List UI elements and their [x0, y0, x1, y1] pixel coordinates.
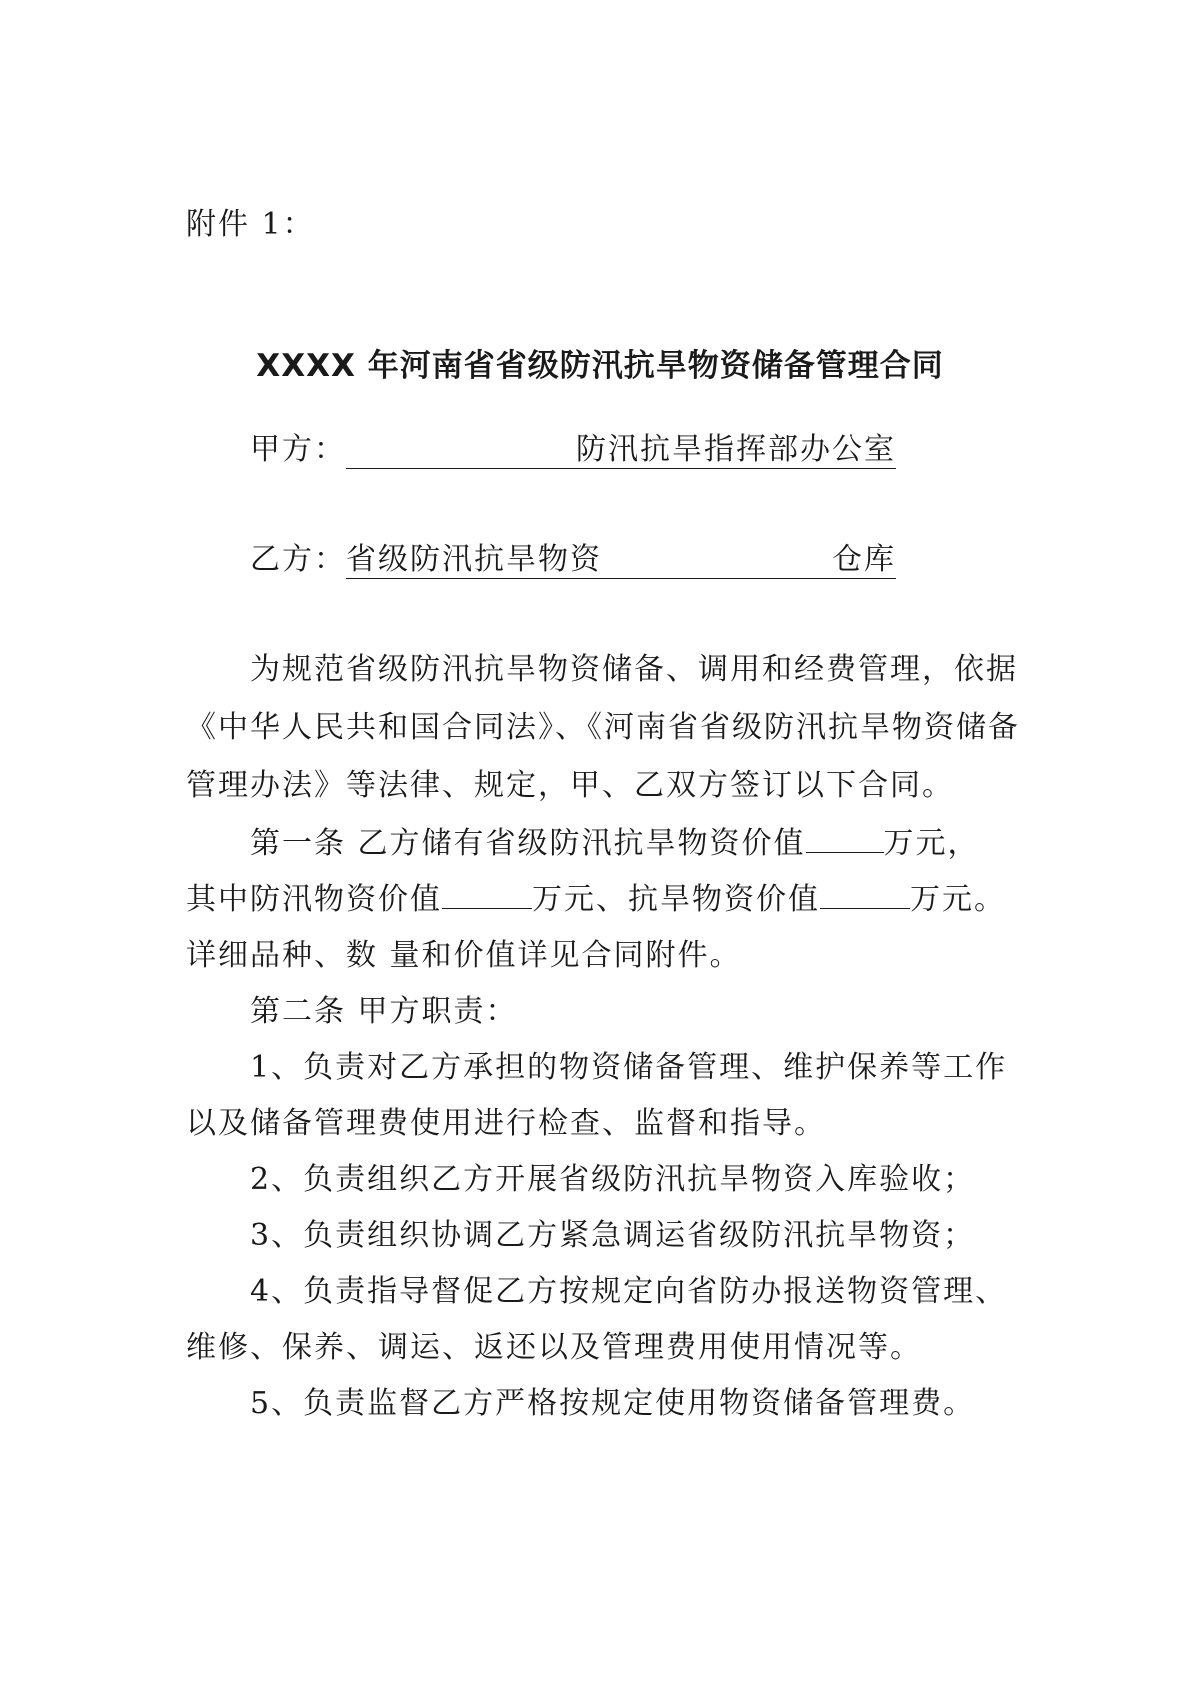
article-1-text-a: 第一条 乙方储有省级防汛抗旱物资价值 — [250, 826, 806, 861]
article-1-text-d: 万元、抗旱物资价值 — [532, 882, 820, 917]
item-1-line-2: 以及储备管理费使用进行检查、监督和指导。 — [186, 1106, 826, 1141]
item-1-line-1: 1、负责对乙方承担的物资储备管理、维护保养等工作 — [250, 1050, 1008, 1085]
party-b-value-right: 仓库 — [832, 542, 896, 577]
intro-line-3: 管理办法》等法律、规定，甲、乙双方签订以下合同。 — [186, 768, 954, 803]
party-a-label: 甲方： — [250, 432, 346, 467]
party-b-field[interactable] — [346, 542, 896, 579]
item-5: 5、负责监督乙方严格按规定使用物资储备管理费。 — [250, 1386, 976, 1421]
total-value-blank[interactable] — [806, 828, 884, 853]
article-1-line-1 — [186, 824, 1026, 864]
intro-line-1: 为规范省级防汛抗旱物资储备、调用和经费管理，依据 — [250, 652, 1018, 687]
party-a-value: 防汛抗旱指挥部办公室 — [576, 432, 896, 467]
intro-line-2: 《中华人民共和国合同法》、《河南省省级防汛抗旱物资储备 — [186, 710, 1020, 745]
party-b-value-left: 省级防汛抗旱物资 — [346, 542, 602, 577]
document-title: XXXX 年河南省省级防汛抗旱物资储备管理合同 — [256, 348, 944, 384]
attachment-label: 附件 1： — [186, 207, 315, 242]
party-b-label: 乙方： — [250, 542, 346, 577]
article-1-line-2 — [186, 880, 1026, 920]
article-2-heading: 第二条 甲方职责： — [250, 994, 518, 1029]
flood-value-blank[interactable] — [442, 884, 532, 909]
article-1-text-e: 万元。 — [910, 882, 1006, 917]
article-1-text-c: 其中防汛物资价值 — [186, 882, 442, 917]
item-3: 3、负责组织协调乙方紧急调运省级防汛抗旱物资； — [250, 1218, 976, 1253]
party-b-row — [250, 540, 896, 580]
article-1-line-3: 详细品种、数 量和价值详见合同附件。 — [186, 938, 742, 973]
party-a-field[interactable] — [346, 432, 896, 469]
drought-value-blank[interactable] — [820, 884, 910, 909]
item-4-line-2: 维修、保养、调运、返还以及管理费用使用情况等。 — [186, 1330, 922, 1365]
party-a-row — [250, 430, 896, 470]
item-4-line-1: 4、负责指导督促乙方按规定向省防办报送物资管理、 — [250, 1274, 1008, 1309]
article-1-text-b: 万元， — [883, 826, 980, 861]
item-2: 2、负责组织乙方开展省级防汛抗旱物资入库验收； — [250, 1162, 976, 1197]
